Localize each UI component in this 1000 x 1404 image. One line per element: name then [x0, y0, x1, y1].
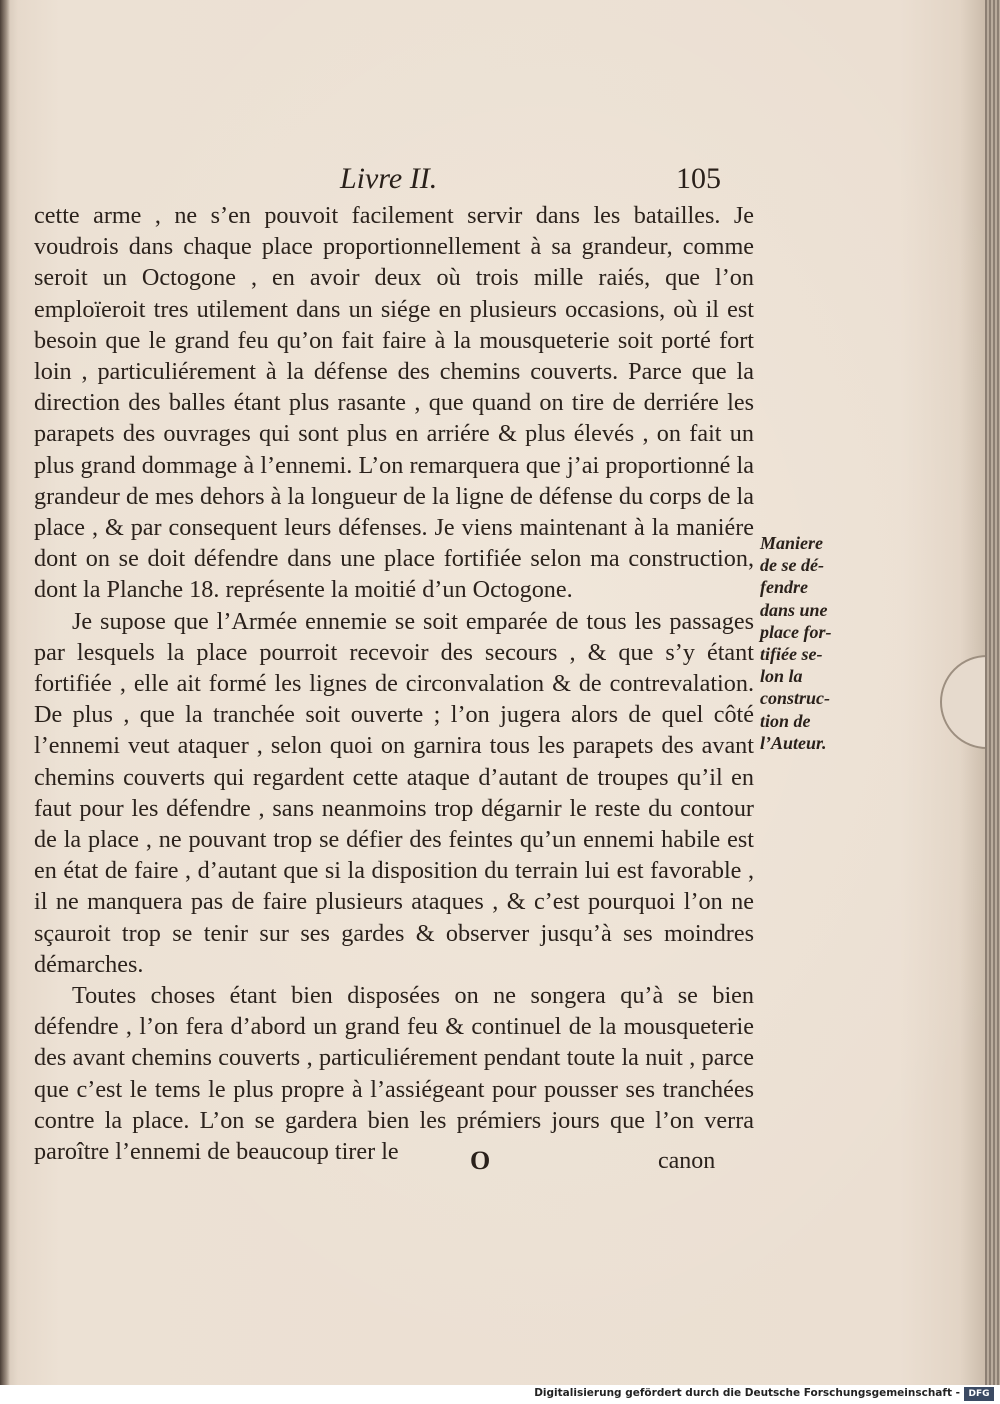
margin-note-line: tifiée se- [760, 644, 823, 665]
margin-note-line: dans une [760, 599, 828, 620]
margin-note-line: Maniere [760, 533, 823, 553]
margin-note-line: lon la [760, 666, 803, 687]
paragraph-1: cette arme , ne s’en pouvoit facilement servir dans les batailles. Je voudrois dans chaque place proportionnellement à sa grandeur, comme seroit un Octogone , en avoir deux où trois mille raiés, que l’on emploïeroit tres utilement dans un siége en plusieurs occasions, où il est besoin que le grand feu qu’on fait faire à la mousqueterie soit porté fort loin , particuliérement à la défense des chemins couverts. Parce que la direction des balles étant plus rasante , que quand on tire de derriére les parapets des ouvrages qui sont plus en arriére & plus élevés , on fait un plus grand dommage à l’ennemi. L’on remarquera que j’ai proportionné la grandeur de mes dehors à la longueur de la ligne de défense du corps de la place , & par consequent leurs défenses. Je viens maintenant à la maniére dont on se doit défendre dans une place fortifiée selon ma construction, dont la Planche 18. représente la moitié d’un Octogone. [34, 202, 754, 604]
page-edges [985, 0, 1000, 1385]
signature-mark: O [470, 1146, 491, 1175]
margin-note-line: de se dé- [760, 555, 824, 576]
margin-note-line: tion de [760, 710, 811, 731]
paragraph-2: Je supose que l’Armée ennemie se soit emparée de tous les passages par lesquels la place pourroit recevoir des secours , & que s’y étant fortifiée , elle ait formé les lignes de circonvalation & de contrevalation. De plus , que la tranchée soit ouverte ; l’on jugera alors de quel côté l’ennemi veut ataquer , selon quoi on garnira tous les parapets des avant chemins couverts qui regardent cette ataque d’autant de troupes qu’il en faut pour les défendre , sans neanmoins trop dégarnir le reste du contour de la place , ne pouvant trop se défier des feintes qu’un ennemi habile est en état de faire , d’autant que si la disposition du terrain lui est favorable , il ne manquera pas de faire plusieurs ataques , & c’est pourquoi l’on ne sçauroit trop se tenir sur ses gardes & observer jusqu’à ses moindres démarches. [34, 607, 754, 978]
marginal-note [760, 532, 850, 754]
catchword: canon [658, 1148, 716, 1174]
credit-bar [0, 1385, 1000, 1404]
dfg-logo-icon: DFG [964, 1387, 994, 1401]
page-number: 105 [676, 162, 721, 195]
margin-note-line: l’Auteur. [760, 732, 827, 753]
margin-note-line: construc- [760, 688, 831, 709]
margin-note-line: fendre [760, 577, 808, 598]
margin-note-line: place for- [760, 621, 832, 642]
page-header [0, 162, 985, 202]
binding-gutter [0, 0, 10, 1385]
paragraph-3: Toutes choses étant bien disposées on ne songera qu’à se bien défendre , l’on fera d’abord un grand feu & continuel de la mousqueterie des avant chemins couverts , particuliérement pendant toute la nuit , parce que c’est le tems le plus propre à l’assiégeant pour pousser ses tranchées contre la place. L’on se gardera bien les prémiers jours que l’on verra paroître l’ennemi de beaucoup tirer le [34, 982, 754, 1166]
funding-credit: Digitalisierung gefördert durch die Deutsche Forschungsgemeinschaft - [534, 1387, 960, 1399]
running-head: Livre II. [340, 162, 438, 195]
main-text [34, 200, 754, 1167]
